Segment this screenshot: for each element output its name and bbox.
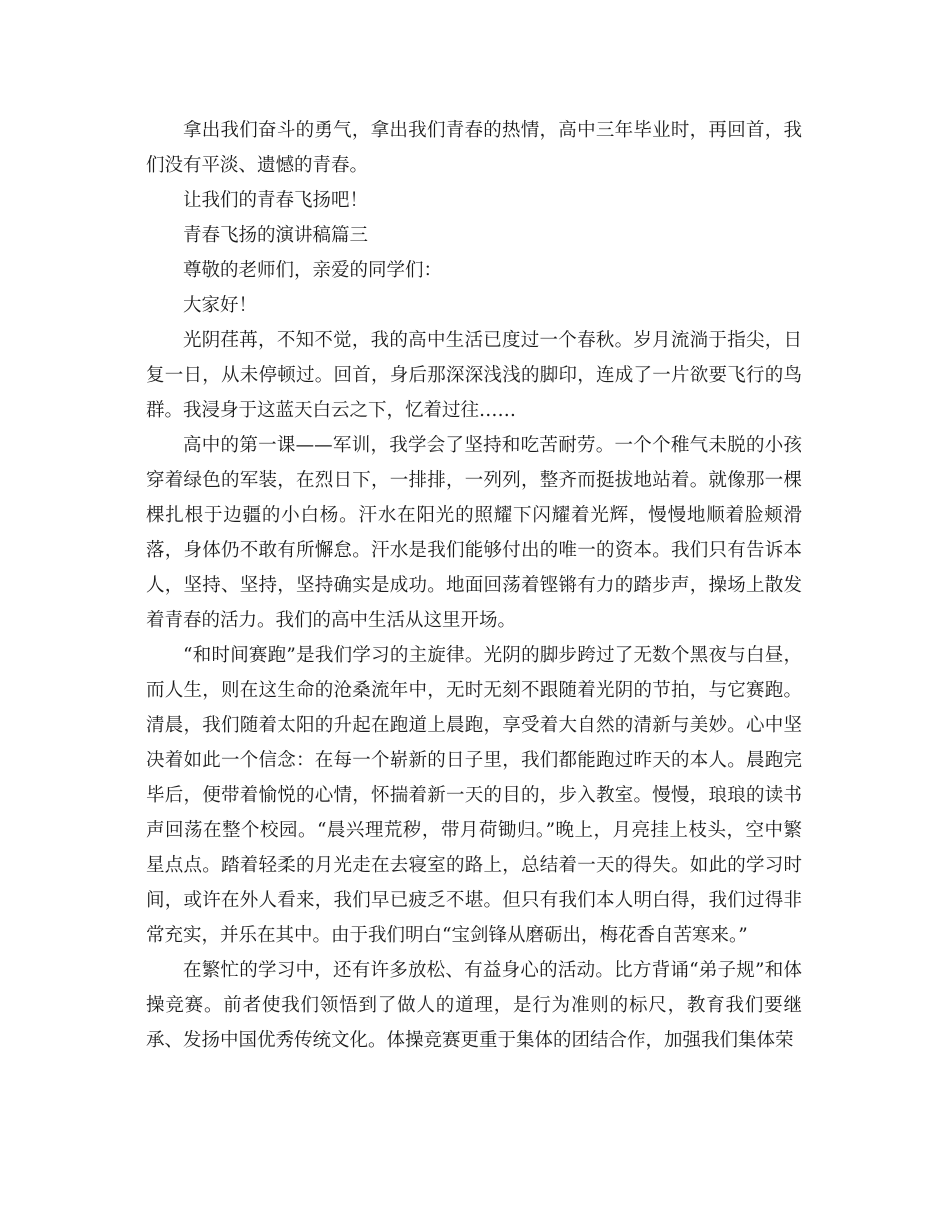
document-page xyxy=(146,113,802,1058)
paragraph: 让我们的青春飞扬吧！ xyxy=(183,190,369,211)
greeting: 大家好！ xyxy=(183,295,258,316)
paragraph: 光阴荏苒，不知不觉，我的高中生活已度过一个春秋。岁月流淌于指尖，日复一日，从未停顿过。回首，身后那深深浅浅的脚印，连成了一片欲要飞行的鸟群。我浸身于这蓝天白云之下，忆着过往…… xyxy=(146,330,802,421)
section-heading: 青春飞扬的演讲稿篇三 xyxy=(183,225,369,246)
paragraph: 高中的第一课——军训，我学会了坚持和吃苦耐劳。一个个稚气未脱的小孩穿着绿色的军装，在烈日下，一排排，一列列，整齐而挺拔地站着。就像那一棵棵扎根于边疆的小白杨。汗水在阳光的照耀下闪耀着光辉，慢慢地顺着脸颊滑落，身体仍不敢有所懈怠。汗水是我们能够付出的唯一的资本。我们只有告诉本人，坚持、坚持，坚持确实是成功。地面回荡着铿锵有力的踏步声，操场上散发着青春的活力。我们的高中生活从这里开场。 xyxy=(146,435,802,631)
paragraph: 在繁忙的学习中，还有许多放松、有益身心的活动。比方背诵“弟子规”和体操竞赛。前者使我们领悟到了做人的道理，是行为准则的标尺，教育我们要继承、发扬中国优秀传统文化。体操竞赛更重于集体的团结合作，加强我们集体荣 xyxy=(146,960,802,1051)
salutation: 尊敬的老师们，亲爱的同学们： xyxy=(183,260,443,281)
paragraph: “和时间赛跑”是我们学习的主旋律。光阴的脚步跨过了无数个黑夜与白昼，而人生，则在这生命的沧桑流年中，无时无刻不跟随着光阴的节拍，与它赛跑。清晨，我们随着太阳的升起在跑道上晨跑，享受着大自然的清新与美妙。心中坚决着如此一个信念：在每一个崭新的日子里，我们都能跑过昨天的本人。晨跑完毕后，便带着愉悦的心情，怀揣着新一天的目的，步入教室。慢慢，琅琅的读书声回荡在整个校园。“晨兴理荒秽，带月荷锄归。”晚上，月亮挂上枝头，空中繁星点点。踏着轻柔的月光走在去寝室的路上，总结着一天的得失。如此的学习时间，或许在外人看来，我们早已疲乏不堪。但只有我们本人明白得，我们过得非常充实，并乐在其中。由于我们明白“宝剑锋从磨砺出，梅花香自苦寒来。” xyxy=(146,645,802,946)
paragraph: 拿出我们奋斗的勇气，拿出我们青春的热情，高中三年毕业时，再回首，我们没有平淡、遗憾的青春。 xyxy=(146,120,802,176)
